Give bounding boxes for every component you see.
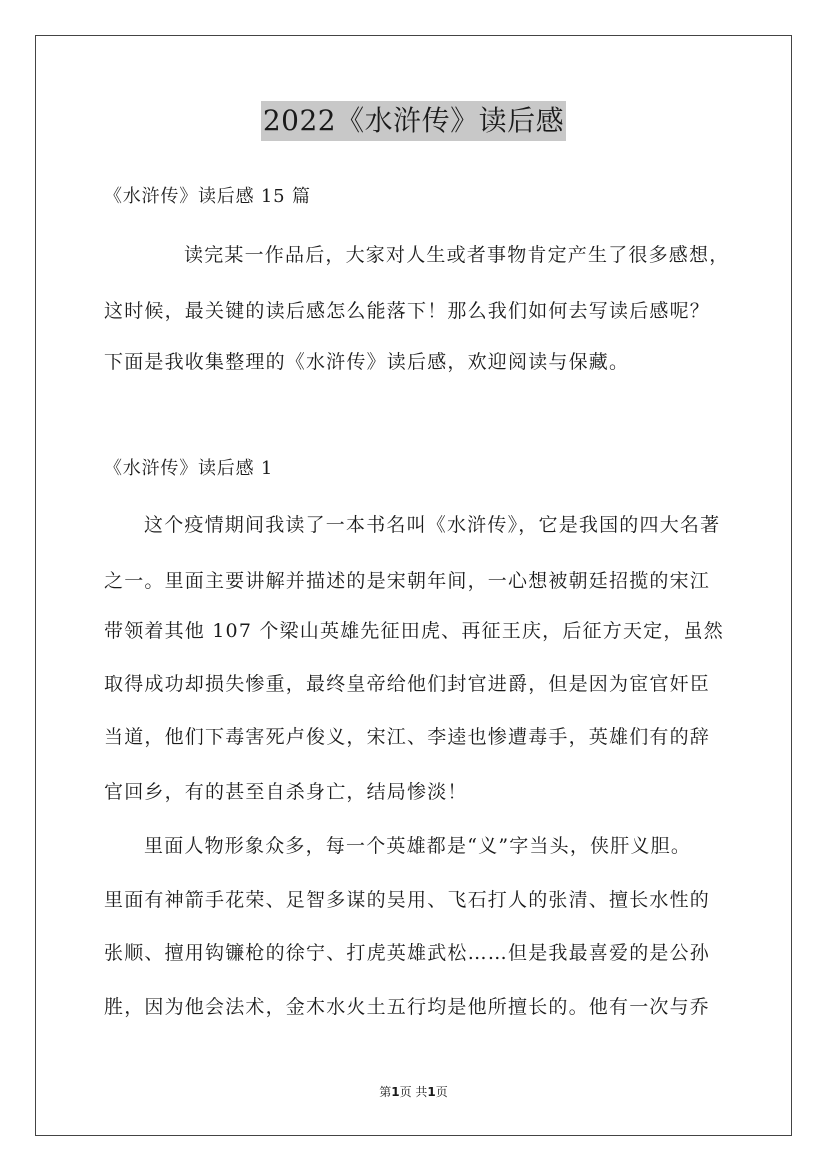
document-title: 2022《水浒传》读后感	[261, 101, 566, 141]
paragraph-line: 这个疫情期间我读了一本书名叫《水浒传》，它是我国的四大名著	[144, 514, 721, 536]
section-heading: 《水浒传》读后感 1	[104, 458, 274, 479]
paragraph-line: 张顺、擅用钩镰枪的徐宁、打虎英雄武松……但是我最喜爱的是公孙	[104, 942, 711, 964]
paragraph-line: 之一。里面主要讲解并描述的是宋朝年间，一心想被朝廷招揽的宋江	[104, 570, 711, 592]
subtitle: 《水浒传》读后感 15 篇	[104, 186, 311, 207]
intro-line: 下面是我收集整理的《水浒传》读后感，欢迎阅读与保藏。	[104, 351, 630, 373]
paragraph-line: 官回乡，有的甚至自杀身亡，结局惨淡！	[104, 781, 468, 803]
paragraph-line: 里面人物形象众多，每一个英雄都是“义”字当头，侠肝义胆。	[144, 835, 692, 857]
footer-prefix: 第	[379, 1085, 392, 1099]
intro-line: 这时候，最关键的读后感怎么能落下！那么我们如何去写读后感呢？	[104, 300, 711, 322]
paragraph-line: 里面有神箭手花荣、足智多谋的吴用、飞石打人的张清、擅长水性的	[104, 889, 711, 911]
footer-total-pages: 1	[427, 1085, 436, 1099]
paragraph-line: 带领着其他 107 个梁山英雄先征田虎、再征王庆，后征方天定，虽然	[104, 620, 724, 642]
intro-line: 读完某一作品后，大家对人生或者事物肯定产生了很多感想，	[184, 244, 730, 266]
footer-mid: 页 共	[399, 1085, 428, 1099]
footer-suffix: 页	[435, 1085, 448, 1099]
footer-page-number: 1	[391, 1085, 400, 1099]
page-footer	[0, 1083, 827, 1100]
title-container	[0, 101, 827, 141]
paragraph-line: 取得成功却损失惨重，最终皇帝给他们封官进爵，但是因为宦官奸臣	[104, 673, 711, 695]
paragraph-line: 当道，他们下毒害死卢俊义，宋江、李逵也惨遭毒手，英雄们有的辞	[104, 726, 711, 748]
paragraph-line: 胜，因为他会法术，金木水火土五行均是他所擅长的。他有一次与乔	[104, 996, 711, 1018]
